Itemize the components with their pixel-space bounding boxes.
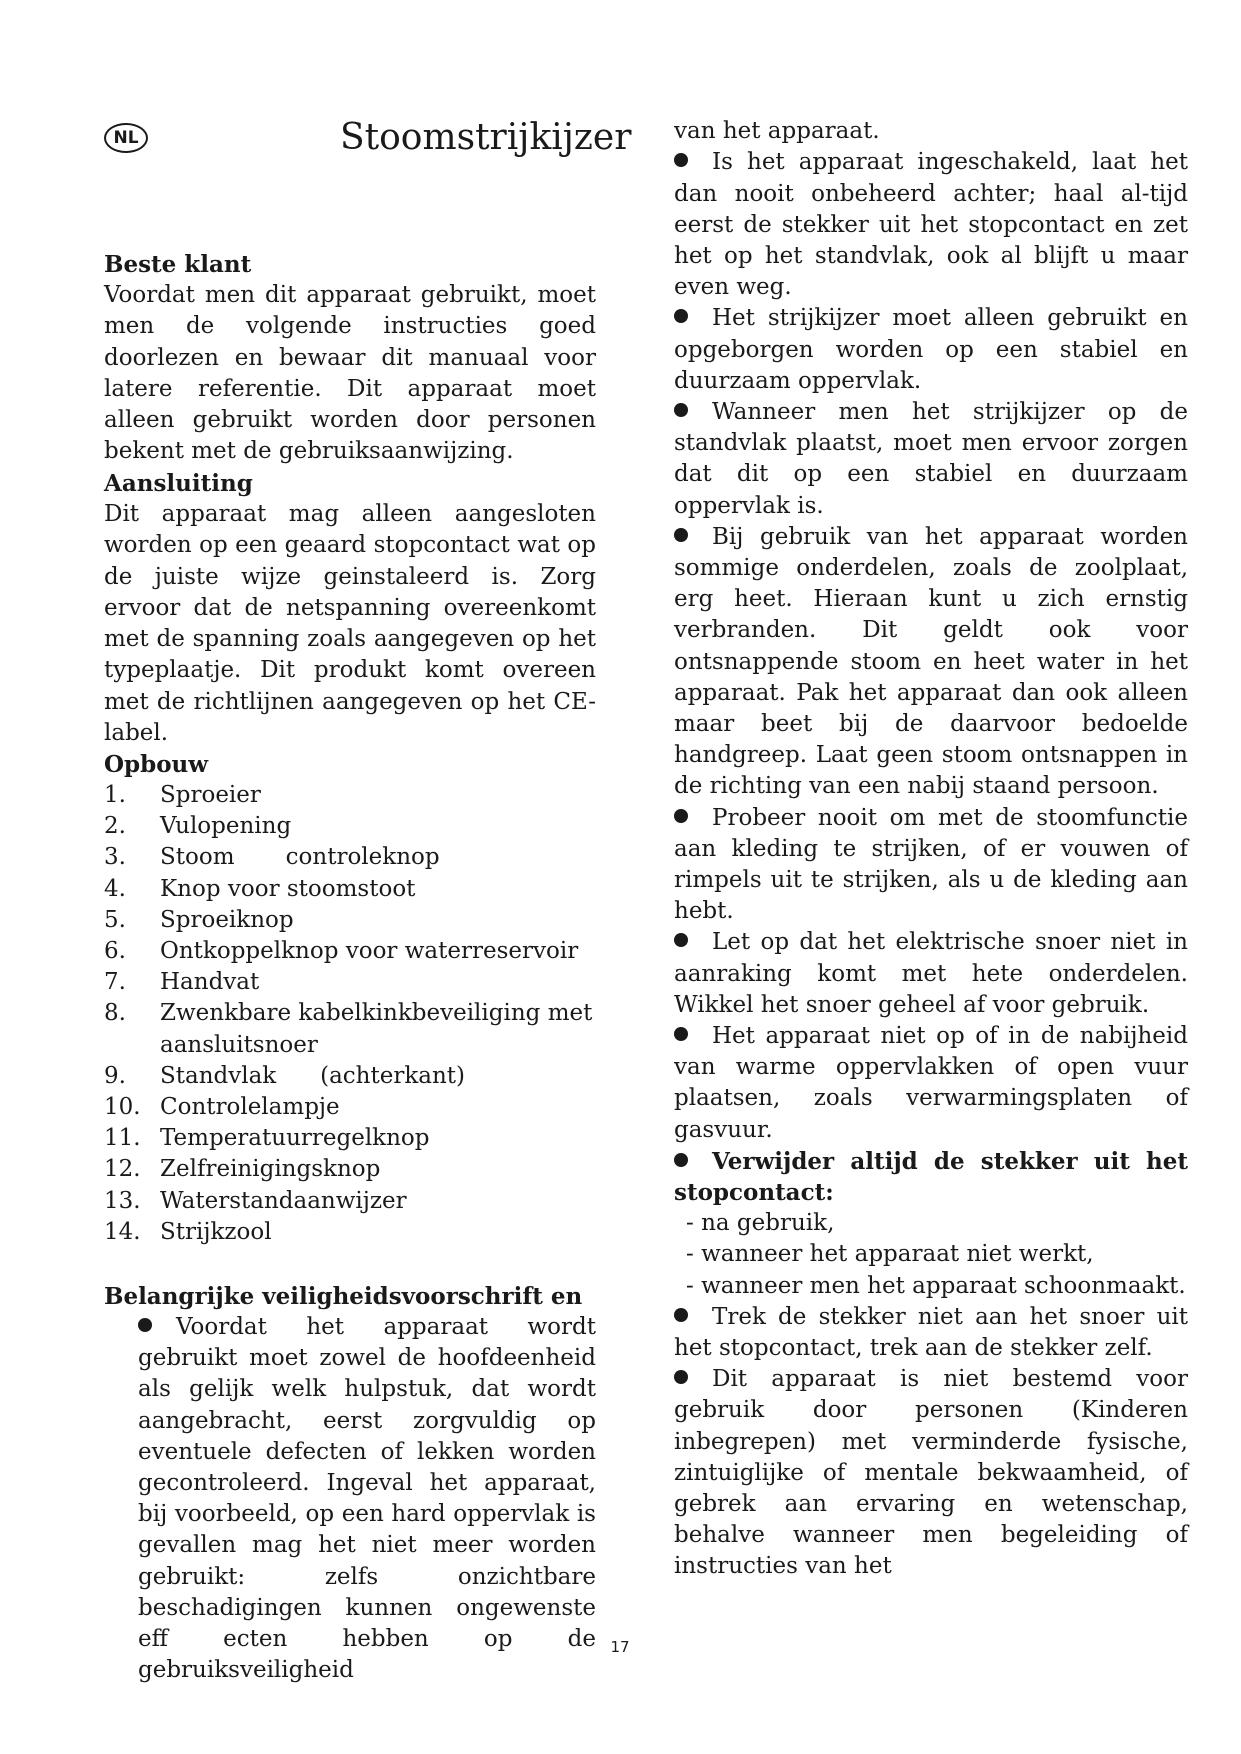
bullet-icon (674, 809, 688, 823)
parts-item-label: Controlelampje (160, 1094, 340, 1121)
parts-item-label: Ontkoppelknop voor waterreservoir (160, 938, 579, 965)
safety-bullet (674, 303, 1188, 397)
parts-list-item (104, 905, 596, 936)
right-content (674, 116, 1188, 1583)
parts-item-number: 6. (104, 938, 126, 965)
unplug-list-item: - na gebruik, (686, 1210, 835, 1237)
parts-list-item (104, 998, 596, 1060)
unplug-bullet (674, 1146, 1188, 1208)
bullet-icon (674, 403, 688, 417)
safety-bullet (674, 927, 1188, 1021)
safety-bullet-text: Trek de stekker niet aan het snoer uit het stopcontact, trek aan de stekker zelf. (674, 1303, 1188, 1362)
parts-item-number: 3. (104, 844, 126, 871)
parts-list-item (104, 874, 596, 905)
parts-item-number: 9. (104, 1062, 126, 1089)
safety-section (104, 1281, 596, 1686)
parts-item-number: 4. (104, 875, 126, 902)
parts-list-item (104, 811, 596, 842)
parts-item-number: 5. (104, 906, 126, 933)
language-badge: NL (104, 123, 148, 153)
bullet-icon (674, 309, 688, 323)
parts-list-item (104, 1186, 596, 1217)
parts-item-number: 1. (104, 782, 126, 808)
parts-item-number: 2. (104, 813, 126, 840)
safety-bullet-text: Probeer nooit om met de stoomfunctie aan kleding te strijken, of er vouwen of rimpels uit te strijken, als u de kleding aan hebt. (674, 804, 1188, 925)
bullet-icon (674, 1027, 688, 1041)
unplug-list (674, 1208, 1188, 1302)
parts-item-label: Knop voor stoomstoot (160, 875, 416, 902)
parts-heading: Opbouw (104, 751, 209, 778)
safety-bullet (674, 803, 1188, 928)
parts-list-item (104, 1092, 596, 1123)
parts-item-number: 14. (104, 1218, 141, 1245)
parts-item-number: 8. (104, 1000, 126, 1027)
parts-list-item (104, 1061, 596, 1092)
parts-list-item (104, 1217, 596, 1248)
unplug-list-item: - wanneer het apparaat niet werkt, (686, 1241, 1094, 1268)
continuation-text: van het apparaat. (674, 118, 880, 144)
safety-bullet (674, 1302, 1188, 1364)
safety-bullet-first-text: Voordat het apparaat wordt gebruikt moet zowel de hoofdeenheid als gelijk welk hulpstuk, dat wordt aangebracht, eerst zorgvuldig op eventuele defecten of lekken worden gecontroleerd. Ingeval het apparaat, bij voorbeeld, op een hard oppervlak is gevallen mag het niet meer worden gebruikt: zelfs onzichtbare beschadigingen kunnen ongewenste eff ecten hebben op de gebruiksveiligheid (138, 1314, 596, 1684)
parts-list-item (104, 1154, 596, 1185)
right-bullets (674, 147, 1188, 1146)
parts-item-label: Stoom controleknop (160, 844, 440, 871)
parts-list-item (104, 1123, 596, 1154)
parts-item-label: Sproeier (160, 782, 261, 808)
parts-item-label: Standvlak (achterkant) (160, 1062, 466, 1089)
parts-item-label: Sproeiknop (160, 906, 294, 933)
safety-bullet-text: Is het apparaat ingeschakeld, laat het dan nooit onbeheerd achter; haal al-tijd eerst de stekker uit het stopcontact en zet het op het standvlak, ook al blijft u maar even weg. (674, 149, 1188, 301)
parts-list (104, 780, 596, 1248)
document-title: Stoomstrijkijzer (340, 117, 632, 158)
safety-heading: Belangrijke veiligheidsvoorschrift en (104, 1283, 583, 1310)
safety-bullet (674, 1364, 1188, 1582)
parts-item-number: 11. (104, 1125, 141, 1152)
bullet-icon (674, 153, 688, 167)
parts-list-item (104, 967, 596, 998)
bullet-icon (674, 1370, 688, 1384)
safety-bullet-text: Wanneer men het strijkijzer op de standvlak plaatst, moet men ervoor zorgen dat dit op een stabiel en duurzaam oppervlak is. (674, 398, 1188, 519)
safety-bullet (674, 1021, 1188, 1146)
safety-bullet (674, 147, 1188, 303)
parts-item-number: 13. (104, 1187, 141, 1214)
safety-bullet (674, 522, 1188, 803)
connection-heading: Aansluiting (104, 470, 253, 497)
safety-bullet-text: Let op dat het elektrische snoer niet in aanraking komt met hete onderdelen. Wikkel het snoer geheel af voor gebruik. (674, 929, 1188, 1018)
intro-section (104, 249, 596, 468)
parts-list-item (104, 936, 596, 967)
bullet-icon (674, 1153, 688, 1167)
safety-bullet-first (104, 1312, 596, 1686)
parts-section (104, 749, 596, 1248)
intro-heading: Beste klant (104, 251, 252, 278)
parts-item-label: Temperatuurregelknop (160, 1125, 430, 1152)
unplug-list-item: - wanneer men het apparaat schoonmaakt. (686, 1272, 1186, 1299)
parts-list-item (104, 780, 596, 811)
final-bullets (674, 1302, 1188, 1583)
parts-item-number: 10. (104, 1094, 141, 1121)
safety-bullet-text: Het apparaat niet op of in de nabijheid van warme oppervlakken of open vuur plaatsen, zoals verwarmingsplaten of gasvuur. (674, 1022, 1188, 1143)
parts-item-number: 7. (104, 969, 126, 996)
parts-item-label: Vulopening (160, 813, 292, 840)
safety-bullet-text: Dit apparaat is niet bestemd voor gebruik door personen (Kinderen inbegrepen) met verminderde fysische, zintuiglijke of mentale bekwaamheid, of gebrek aan ervaring en wetenschap, behalve wanneer men begeleiding of instructies van het (674, 1366, 1188, 1580)
parts-item-label: Waterstandaanwijzer (160, 1187, 407, 1214)
connection-section (104, 468, 596, 749)
parts-item-label: Handvat (160, 969, 260, 996)
unplug-bullet-text: Verwijder altijd de stekker uit het stopcontact: (674, 1147, 1188, 1206)
parts-list-item (104, 842, 596, 873)
intro-text: Voordat men dit apparaat gebruikt, moet men de volgende instructies goed doorlezen en bewaar dit manuaal voor latere referentie. Dit apparaat moet alleen gebruikt worden door personen bekent met de gebruiksaanwijzing. (104, 282, 596, 465)
safety-bullet-text: Het strijkijzer moet alleen gebruikt en opgeborgen worden op een stabiel en duurzaam oppervlak. (674, 305, 1188, 394)
bullet-icon (674, 1308, 688, 1322)
bullet-icon (674, 528, 688, 542)
connection-text: Dit apparaat mag alleen aangesloten worden op een geaard stopcontact wat op de juiste wijze geinstaleerd is. Zorg ervoor dat de netspanning overeenkomt met de spanning zoals aangegeven op het typeplaatje. Dit produkt komt overeen met de richtlijnen aangegeven op het CE-label. (104, 501, 596, 747)
page-number: 17 (610, 1638, 630, 1656)
bullet-icon (138, 1318, 152, 1332)
parts-item-label: Zelfreinigingsknop (160, 1156, 381, 1183)
parts-item-label: Strijkzool (160, 1218, 272, 1245)
safety-bullet (674, 397, 1188, 522)
parts-item-label: Zwenkbare kabelkinkbeveiliging met aansluitsnoer (160, 1000, 593, 1058)
bullet-icon (674, 933, 688, 947)
safety-bullet-text: Bij gebruik van het apparaat worden sommige onderdelen, zoals de zoolplaat, erg heet. Hieraan kunt u zich ernstig verbranden. Dit geldt ook voor ontsnappende stoom en heet water in het apparaat. Pak het apparaat dan ook alleen maar beet bij de daarvoor bedoelde handgreep. Laat geen stoom ontsnappen in de richting van een nabij staand persoon. (674, 523, 1188, 800)
parts-item-number: 12. (104, 1156, 141, 1183)
